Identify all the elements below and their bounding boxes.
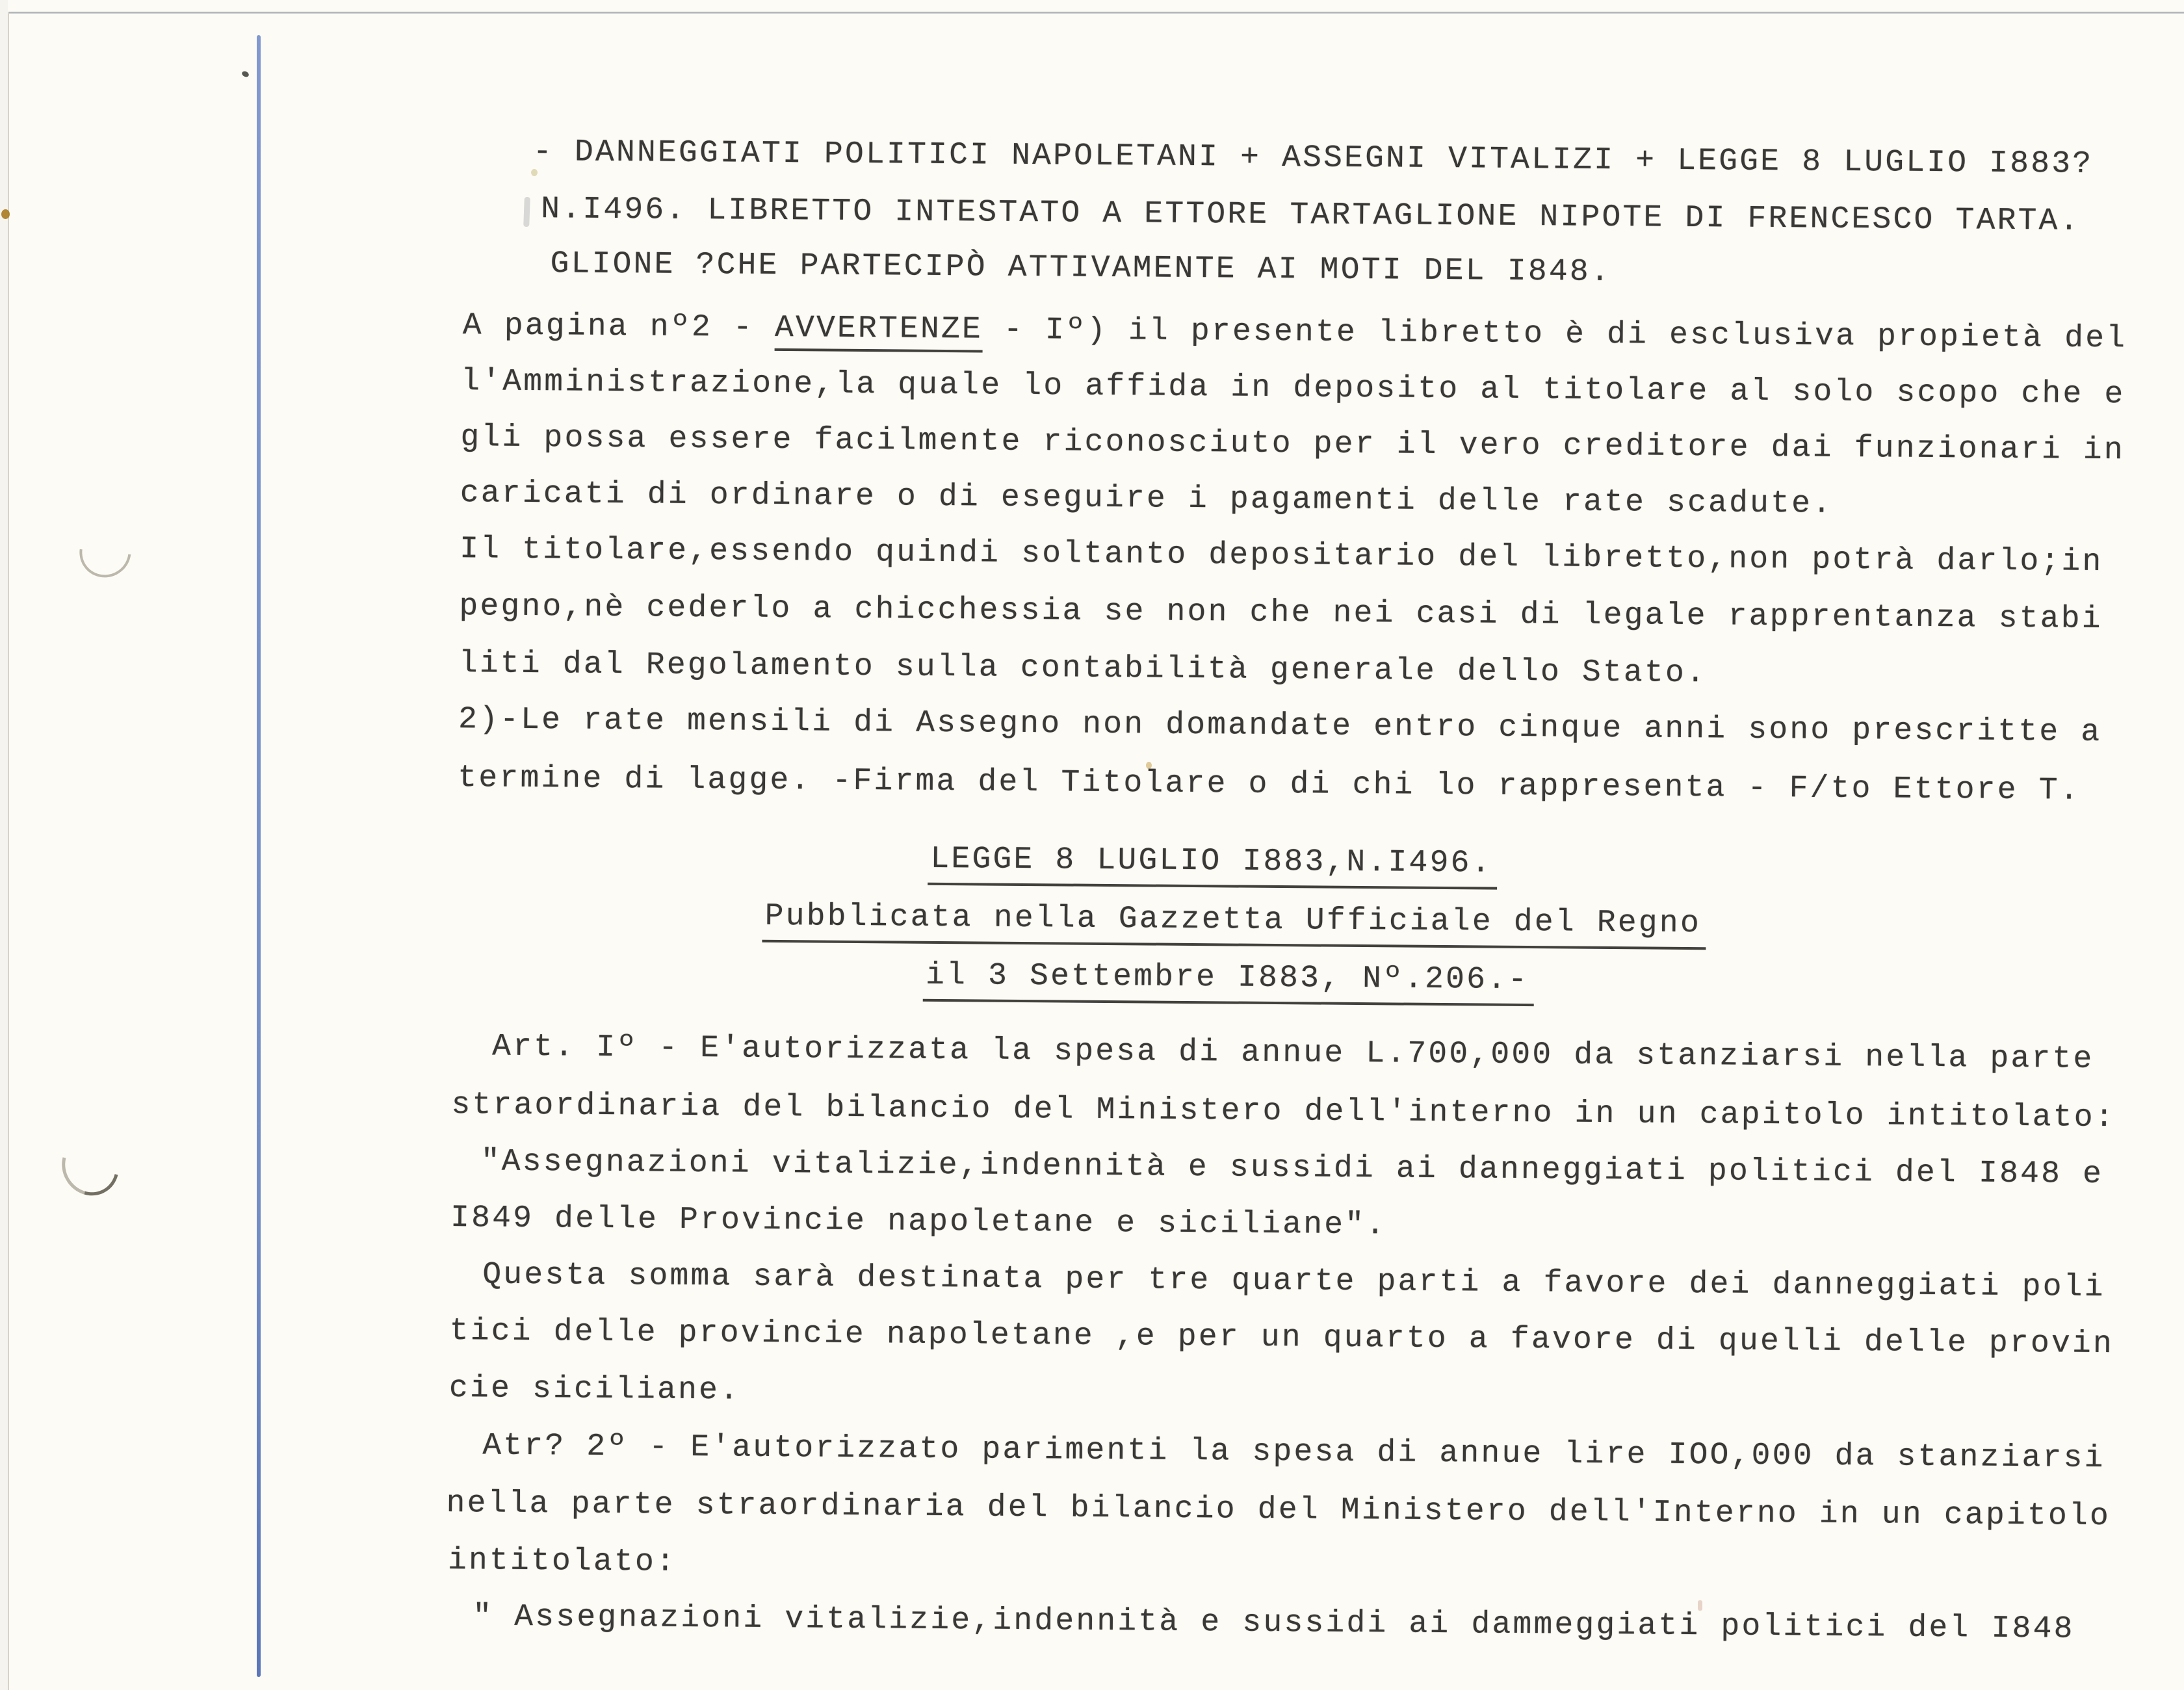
law-heading-line-1: LEGGE 8 LUGLIO I883,N.I496. [930, 842, 1498, 881]
avvertenze-underlined: AVVERTENZE [775, 311, 983, 353]
avvertenze-post: - Iº) il presente libretto è di esclusiva propietà del [982, 312, 2127, 357]
title-line-3: GLIONE ?CHE PARTECIPÒ ATTIVAMENTE AI MOTI DEL I848. [550, 246, 1612, 291]
avvertenze-pre: A pagina nº2 - [462, 308, 775, 346]
body-line: Il titolare,essendo quindi soltanto depositario del libretto,non potrà darlo;in [459, 532, 2103, 580]
body-line: liti dal Regolamento sulla contabilità generale dello Stato. [458, 646, 1708, 692]
title-line-1: - DANNEGGIATI POLITICI NAPOLETANI + ASSEGNI VITALIZI + LEGGE 8 LUGLIO I883? [532, 135, 2094, 182]
law-heading-line-3: il 3 Settembre I883, Nº.206.- [926, 959, 1535, 997]
body-line: pegno,nè cederlo a chicchessia se non che nei casi di legale rapprentanza stabi [459, 589, 2103, 637]
body-line: termine di lagge. -Firma del Titolare o di chi lo rappresenta - F/to Ettore T. [458, 760, 2081, 809]
body-line: 2)-Le rate mensili di Assegno non domandate entro cinque anni sono prescritte a [458, 702, 2102, 750]
body-line: l'Amministrazione,la quale lo affida in deposito al titolare al solo scopo che e [460, 364, 2126, 413]
body-line: caricati di ordinare o di eseguire i pagamenti delle rate scadute. [460, 476, 1834, 522]
article-line: tici delle provincie napoletane ,e per un quarto a favore di quelli delle provin [449, 1314, 2114, 1362]
article-line: Questa somma sarà destinata per tre quarte parti a favore dei danneggiati poli [482, 1257, 2105, 1306]
avvertenze-line [463, 309, 2127, 356]
article-line: I849 delle Provincie napoletane e siciliane". [450, 1201, 1387, 1243]
article-line: " Assegnazioni vitalizie,indennità e sussidi ai dammeggiati politici del I848 [473, 1599, 2075, 1647]
article-line: "Assegnazioni vitalizie,indennità e sussidi ai danneggiati politici del I848 e [480, 1144, 2104, 1193]
article-line: cie siciliane. [448, 1371, 741, 1409]
article-line: nella parte straordinaria del bilancio del Ministero dell'Interno in un capitolo [446, 1486, 2111, 1535]
article-line: Atr? 2º - E'autorizzato parimenti la spesa di annue lire IOO,000 da stanziarsi [482, 1428, 2105, 1477]
title-line-2: N.I496. LIBRETTO INTESTATO A ETTORE TARTAGLIONE NIPOTE DI FRENCESCO TARTA. [541, 192, 2081, 239]
law-heading-line-2: Pubblicata nella Gazzetta Ufficiale del Regno [765, 900, 1707, 941]
article-line: Art. Iº - E'autorizzata la spesa di annue L.700,000 da stanziarsi nella parte [491, 1029, 2094, 1077]
article-line: intitolato: [447, 1543, 677, 1580]
article-line: straordinaria del bilancio del Ministero dell'interno in un capitolo intitolato: [451, 1087, 2116, 1136]
body-line: gli possa essere facilmente riconosciuto per il vero creditore dai funzionari in [460, 420, 2126, 469]
